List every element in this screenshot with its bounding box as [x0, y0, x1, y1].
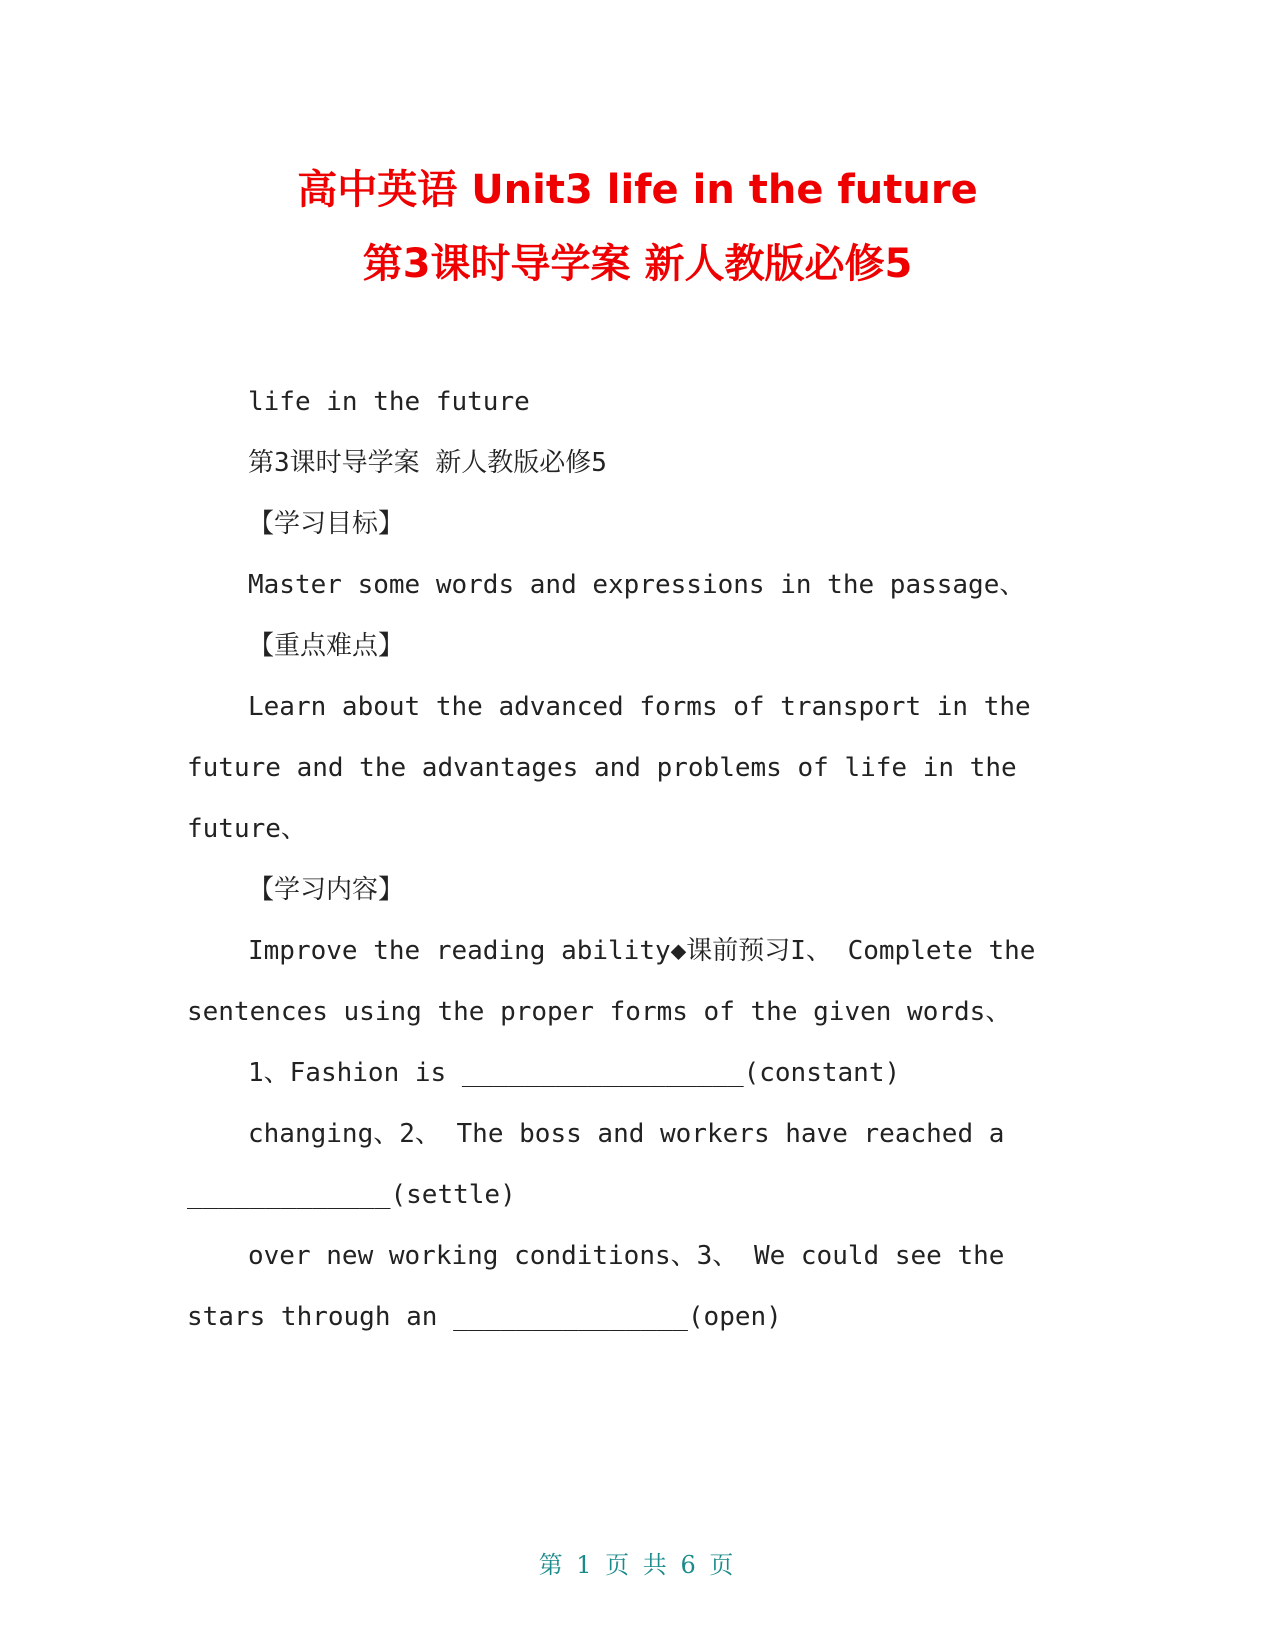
exercise-item-1: 1、Fashion is __________________(constant)	[248, 1058, 901, 1088]
exercise-item-2: changing、2、 The boss and workers have reached a _____________(settle)	[187, 1119, 1021, 1210]
paragraph-lesson-name: life in the future	[248, 387, 530, 417]
paragraph-key-points: Learn about the advanced forms of transport in the future and the advantages and problems of life in the future、	[187, 692, 1047, 844]
heading-learning-content: 【学习内容】	[248, 875, 405, 905]
exercise-item-3: over new working conditions、3、 We could see the stars through an _______________(open)	[187, 1241, 1021, 1332]
document-title-line-2: 第3课时导学案 新人教版必修5	[362, 241, 913, 287]
document-title-line-1: 高中英语 Unit3 life in the future	[297, 167, 978, 213]
paragraph-objectives: Master some words and expressions in the passage、	[248, 570, 1026, 600]
paragraph-content-intro: Improve the reading ability◆课前预习I、 Complete the sentences using the proper forms of the given words、	[187, 936, 1052, 1027]
page-number-footer: 第 1 页 共 6 页	[538, 1551, 737, 1579]
heading-learning-objectives: 【学习目标】	[248, 509, 405, 539]
heading-key-points: 【重点难点】	[248, 631, 405, 661]
document-body	[187, 372, 1087, 1348]
paragraph-lesson-subtitle: 第3课时导学案 新人教版必修5	[248, 448, 607, 478]
